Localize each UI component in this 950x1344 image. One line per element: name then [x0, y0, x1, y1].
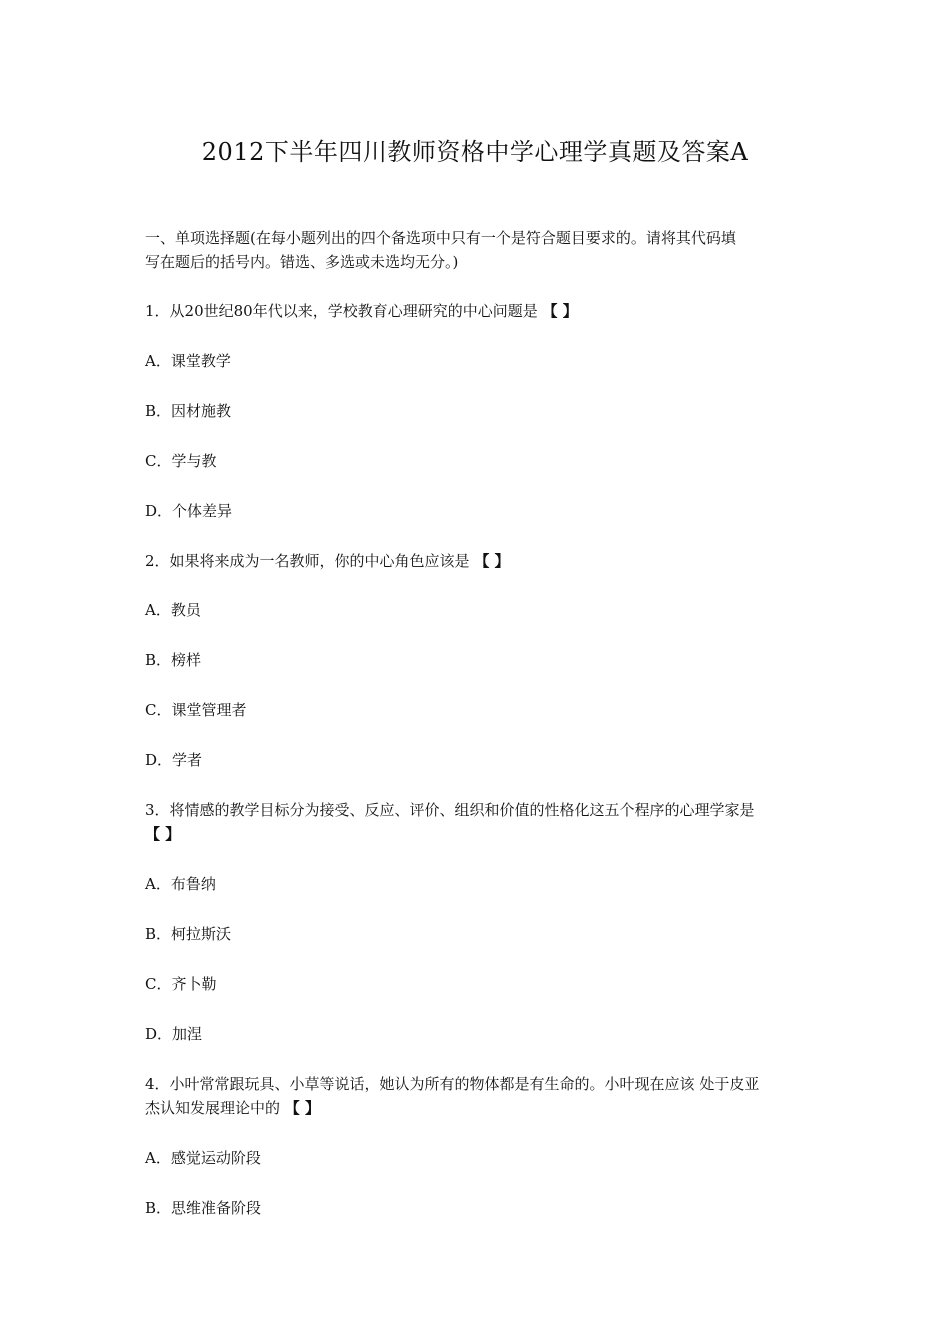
section-intro-line-2: 写在题后的括号内。错选、多选或未选均无分。) [145, 253, 459, 271]
question-1-option-d: D．个体差异 [145, 502, 233, 520]
question-1-stem [145, 299, 578, 323]
question-4-option-a: A．感觉运动阶段 [145, 1149, 261, 1167]
question-1-text: 1．从20世纪80年代以来，学校教育心理研究的中心问题是 [145, 302, 543, 320]
question-2-option-b: B．榜样 [145, 651, 202, 669]
question-3-stem: 3．将情感的教学目标分为接受、反应、评价、组织和价值的性格化这五个程序的心理学家是 [145, 801, 755, 819]
question-2-stem [145, 549, 510, 573]
question-4-option-b: B．思维准备阶段 [145, 1199, 262, 1217]
question-3-option-a: A．布鲁纳 [145, 875, 216, 893]
question-3-option-d: D．加涅 [145, 1025, 203, 1043]
question-1-option-b: B．因材施教 [145, 402, 232, 420]
question-4-stem-line-2 [145, 1096, 320, 1120]
document-title: 2012下半年四川教师资格中学心理学真题及答案A [201, 138, 749, 166]
question-2-option-c: C．课堂管理者 [145, 701, 247, 719]
question-3-bracket-line [145, 822, 180, 846]
section-intro-line-1: 一、单项选择题(在每小题列出的四个备选项中只有一个是符合题目要求的。请将其代码填 [145, 229, 736, 247]
answer-bracket: 【 】 [542, 302, 578, 320]
question-4-stem-line-1: 4．小叶常常跟玩具、小草等说话，她认为所有的物体都是有生命的。小叶现在应该 处于皮亚 [145, 1075, 760, 1093]
answer-bracket: 【 】 [145, 825, 181, 843]
question-2-option-a: A．教员 [145, 601, 201, 619]
question-1-option-a: A．课堂教学 [145, 352, 231, 370]
question-3-option-c: C．齐卜勒 [145, 975, 217, 993]
question-2-text: 2．如果将来成为一名教师，你的中心角色应该是 [145, 552, 475, 570]
question-2-option-d: D．学者 [145, 751, 203, 769]
question-3-option-b: B．柯拉斯沃 [145, 925, 232, 943]
question-4-text: 杰认知发展理论中的 [145, 1099, 285, 1117]
answer-bracket: 【 】 [474, 552, 510, 570]
question-1-option-c: C．学与教 [145, 452, 217, 470]
answer-bracket: 【 】 [284, 1099, 321, 1117]
